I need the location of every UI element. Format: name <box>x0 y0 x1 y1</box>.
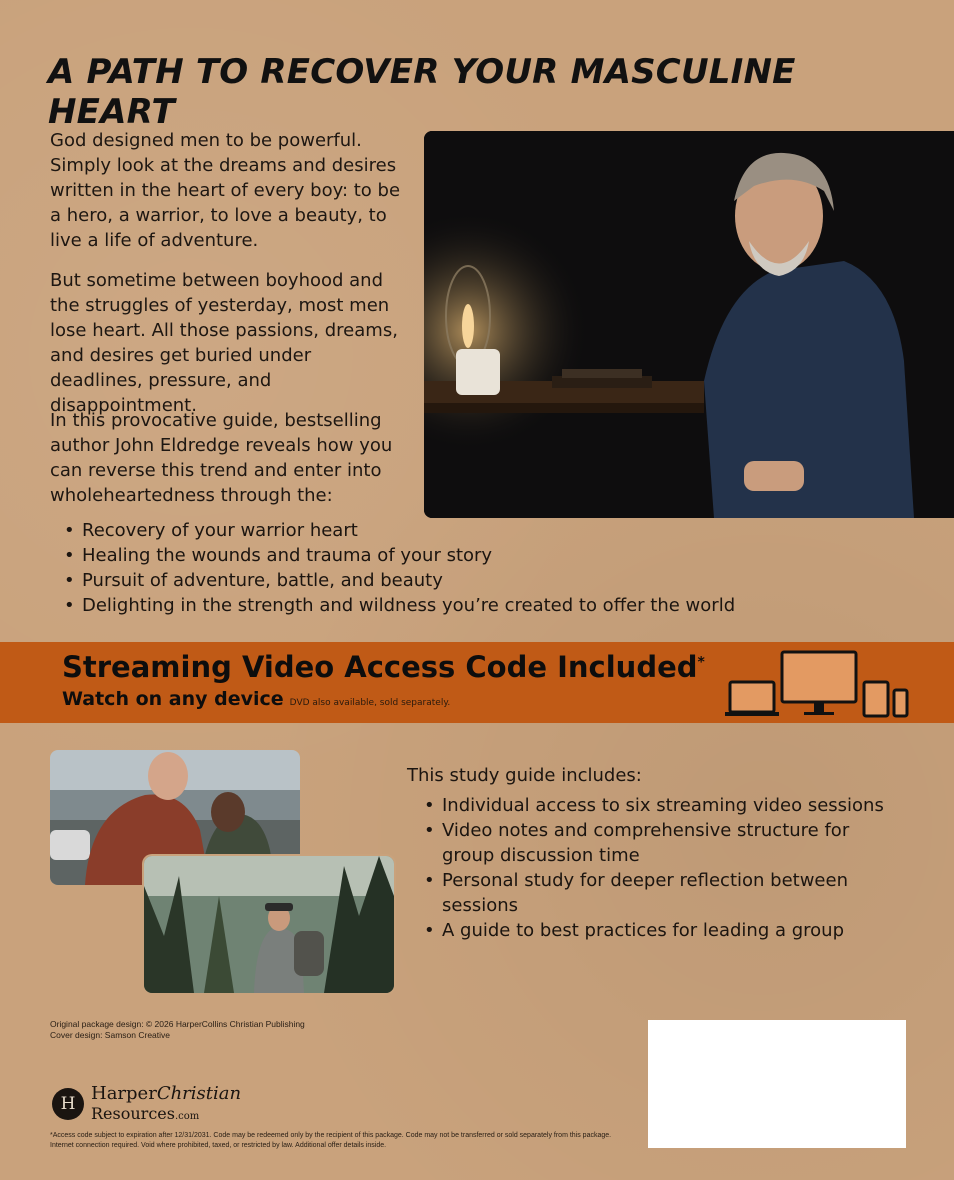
publisher-name-c: Resources <box>91 1104 175 1123</box>
publisher-logo-icon: H <box>52 1088 84 1120</box>
list-item: • Video notes and comprehensive structure for group discussion time <box>422 818 892 868</box>
devices-icon <box>724 648 910 720</box>
list-item: • Healing the wounds and trauma of your story <box>62 543 922 568</box>
publisher-name-a: Harper <box>91 1083 157 1104</box>
author-photo <box>424 131 954 518</box>
streaming-banner-subtitle <box>62 688 450 710</box>
publisher-domain: .com <box>174 1111 200 1122</box>
intro-paragraph-3: In this provocative guide, bestselling author John Eldredge reveals how you can reverse this trend and enter into wholeheartedness through the: <box>50 410 393 506</box>
list-item: • A guide to best practices for leading a group <box>422 918 892 943</box>
streaming-title-text: Streaming Video Access Code Included <box>62 650 698 684</box>
list-item: • Pursuit of adventure, battle, and beauty <box>62 568 922 593</box>
includes-list <box>422 793 892 943</box>
streaming-banner-title <box>62 650 705 684</box>
watch-text: Watch on any device <box>62 688 284 710</box>
publisher-name-b: Christian <box>156 1083 242 1104</box>
list-item: • Delighting in the strength and wildness you’re created to offer the world <box>62 593 922 618</box>
credit-line: Original package design: © 2026 HarperCollins Christian Publishing <box>50 1019 305 1029</box>
asterisk-mark: * <box>697 654 705 671</box>
credit-line: Cover design: Samson Creative <box>50 1030 171 1040</box>
list-item: • Recovery of your warrior heart <box>62 518 922 543</box>
publisher-name-line2 <box>91 1104 199 1123</box>
barcode-area <box>648 1020 906 1148</box>
publisher-name-line1 <box>91 1083 241 1104</box>
list-item: • Personal study for deeper reflection between sessions <box>422 868 892 918</box>
forest-hiker-photo <box>144 856 394 993</box>
includes-title: This study guide includes: <box>407 765 642 786</box>
design-credits <box>50 1019 450 1041</box>
headline: A PATH TO RECOVER YOUR MASCULINE HEART <box>48 52 796 132</box>
list-item: • Individual access to six streaming video sessions <box>422 793 892 818</box>
intro-paragraph-1: God designed men to be powerful. Simply look at the dreams and desires written in the heart of every boy: to be a hero, a warrior, to love a beauty, to live a life of adventure. <box>50 130 401 251</box>
intro-paragraph-2: But sometime between boyhood and the struggles of yesterday, most men lose heart. All those passions, dreams, and desires get buried under deadlines, pressure, and disappointment. <box>50 270 398 416</box>
dvd-note: DVD also available, sold separately. <box>289 698 451 708</box>
disclaimer: *Access code subject to expiration after 12/31/2031. Code may be redeemed only by the recipient of this package. Code may not be transferred or sold separately from this package. Internet connection required. Void where prohibited, taxed, or restricted by law. Additional offer details inside. <box>50 1132 612 1149</box>
feature-list <box>62 518 922 618</box>
